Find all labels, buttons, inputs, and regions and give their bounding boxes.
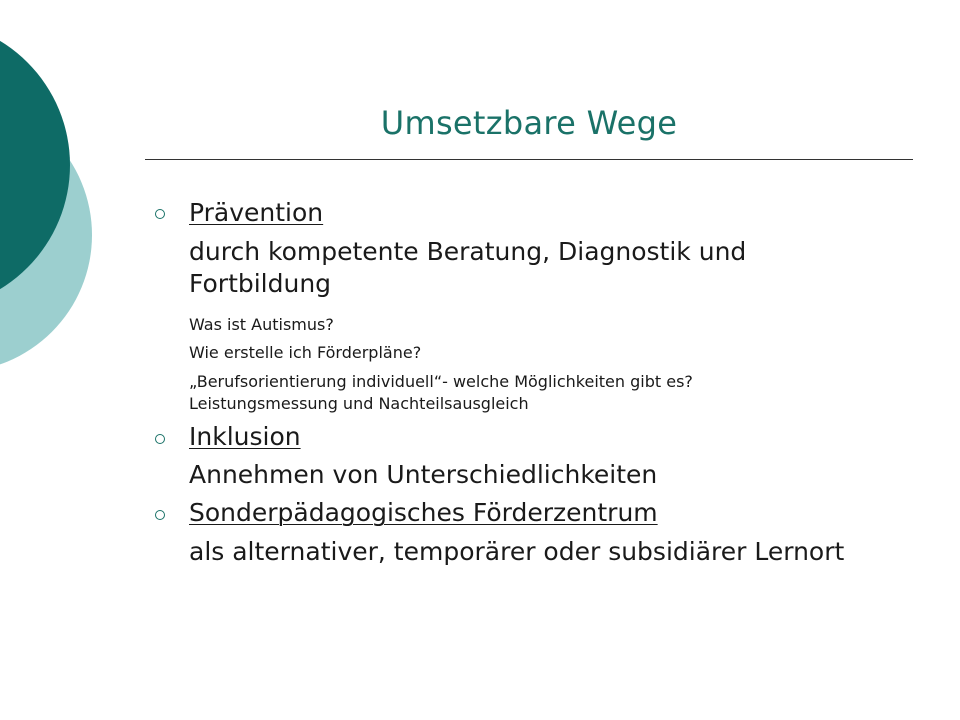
hollow-circle-bullet-icon (155, 434, 165, 444)
bullet-heading-praevention: Prävention (189, 198, 324, 227)
title-divider (145, 159, 913, 160)
bullet-text-line: durch kompetente Beratung, Diagnostik und (189, 237, 747, 266)
bullet-heading-foerderzentrum: Sonderpädagogisches Förderzentrum (189, 498, 658, 527)
bullet-heading-inklusion: Inklusion (189, 422, 301, 451)
sub-item: Was ist Autismus? (189, 315, 334, 334)
bullet-text-line: Annehmen von Unterschiedlichkeiten (189, 460, 658, 489)
bullet-text-line: Fortbildung (189, 269, 332, 298)
sub-item: Leistungsmessung und Nachteilsausgleich (189, 394, 529, 413)
slide-title: Umsetzbare Wege (380, 104, 678, 142)
bullet-text-line: als alternativer, temporärer oder subsidiärer Lernort (189, 537, 845, 566)
hollow-circle-bullet-icon (155, 209, 165, 219)
decorative-circles (0, 0, 120, 400)
sub-item: „Berufsorientierung individuell“- welche Möglichkeiten gibt es? (189, 372, 693, 391)
sub-item: Wie erstelle ich Förderpläne? (189, 343, 422, 362)
hollow-circle-bullet-icon (155, 510, 165, 520)
